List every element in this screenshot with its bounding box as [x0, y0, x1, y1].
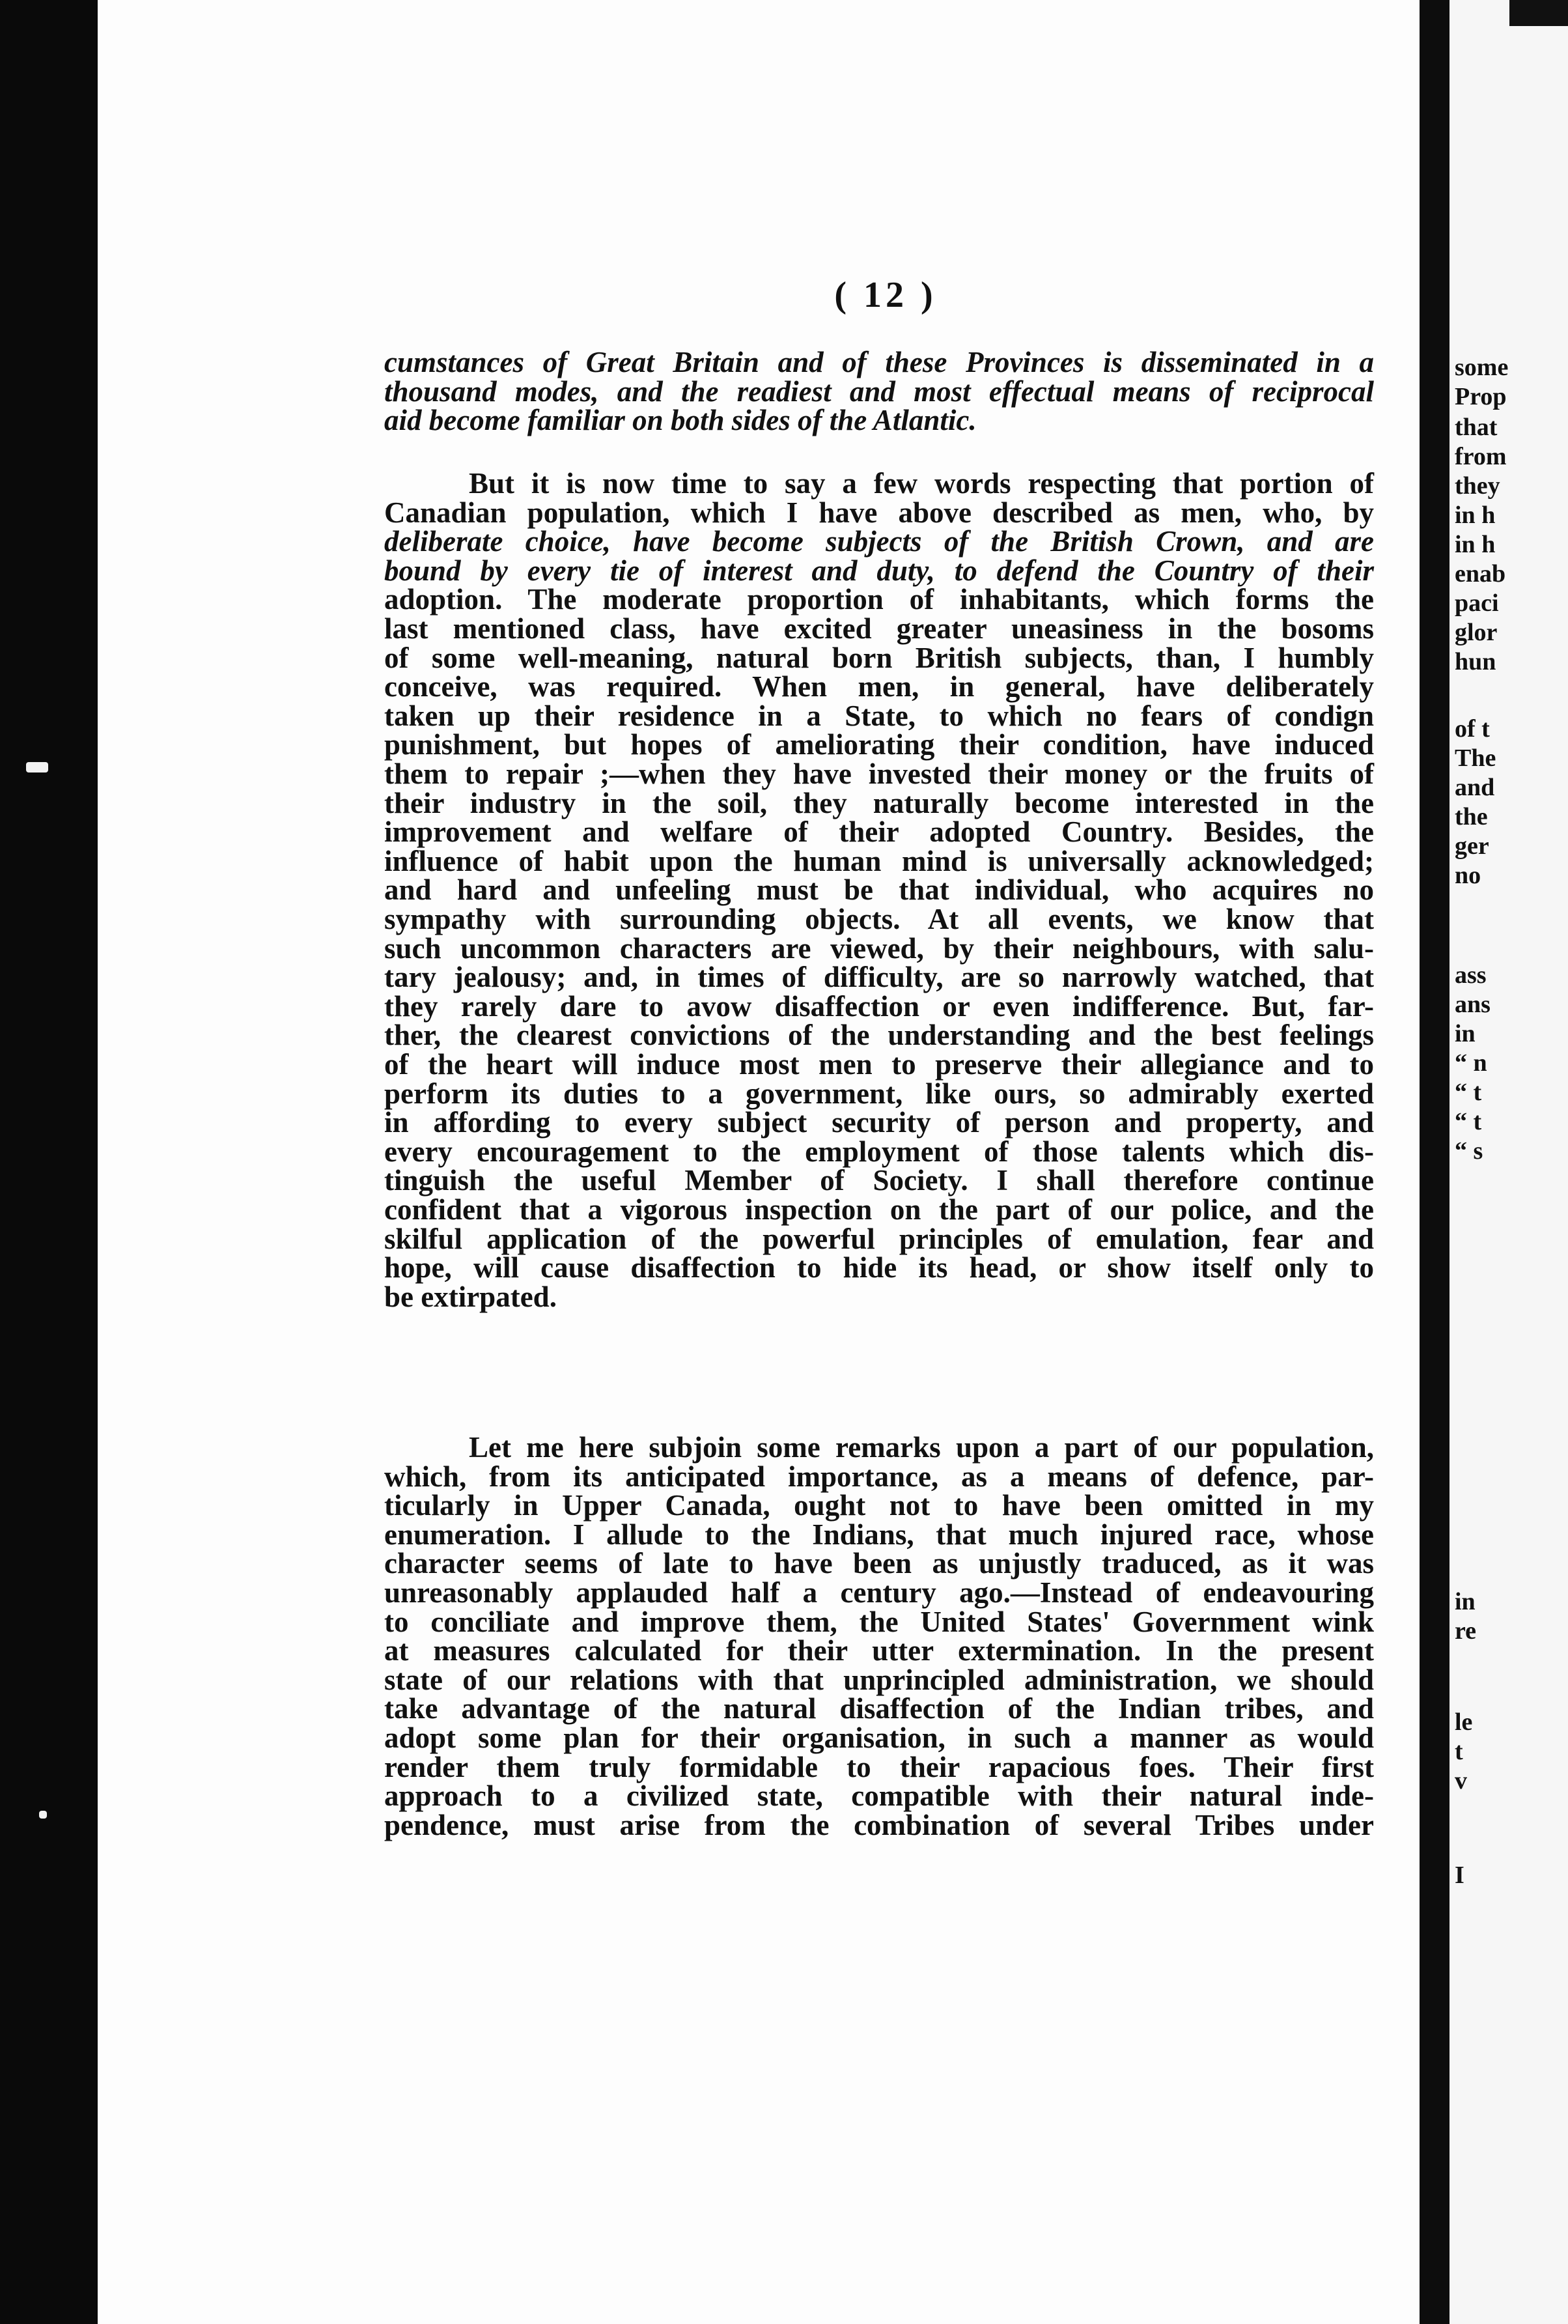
facing-page-fragment: that — [1455, 414, 1498, 441]
text-line: ther, the clearest convictions of the understanding and the best feelings — [384, 1019, 1374, 1051]
text-line: of some well-meaning, natural born British subjects, than, I humbly — [384, 642, 1374, 674]
facing-page-fragment: “ t — [1455, 1108, 1482, 1135]
facing-page-fragment: ans — [1455, 991, 1491, 1018]
text-line: approach to a civilized state, compatible with their natural inde- — [384, 1779, 1374, 1812]
text-line: thousand modes, and the readiest and most effectual means of reciprocal — [384, 375, 1374, 408]
facing-page-fragment: ger — [1455, 832, 1489, 860]
text-line: they rarely dare to avow disaffection or even indifference. But, far- — [384, 990, 1374, 1023]
facing-page-fragment: and — [1455, 774, 1495, 801]
text-line: But it is now time to say a few words respecting that portion of — [469, 467, 1374, 500]
facing-page-fragment: hun — [1455, 648, 1496, 675]
text-line: taken up their residence in a State, to which no fears of condign — [384, 700, 1374, 732]
facing-page-fragment: from — [1455, 443, 1507, 470]
facing-page-fragment: they — [1455, 472, 1500, 500]
facing-page-fragment: enab — [1455, 560, 1506, 588]
facing-page-fragment: some — [1455, 354, 1509, 381]
text-line: perform its duties to a government, like ours, so admirably exerted — [384, 1077, 1374, 1110]
text-line: enumeration. I allude to the Indians, that much injured race, whose — [384, 1518, 1374, 1551]
facing-page-fragment: “ s — [1455, 1137, 1483, 1165]
text-line: Let me here subjoin some remarks upon a part of our population, — [469, 1431, 1374, 1464]
text-line: and hard and unfeeling must be that individual, who acquires no — [384, 873, 1374, 906]
text-line: deliberate choice, have become subjects of the British Crown, and are — [384, 525, 1374, 558]
facing-page-fragment: glor — [1455, 619, 1498, 646]
text-line: aid become familiar on both sides of the Atlantic. — [384, 404, 977, 436]
text-line: punishment, but hopes of ameliorating their condition, have induced — [384, 728, 1374, 761]
text-line: be extirpated. — [384, 1281, 557, 1313]
text-line: take advantage of the natural disaffection of the Indian tribes, and — [384, 1692, 1374, 1725]
facing-page-fragment: ass — [1455, 961, 1487, 989]
text-line: improvement and welfare of their adopted Country. Besides, the — [384, 815, 1374, 848]
page-number: ( 12 ) — [834, 275, 937, 315]
facing-page-fragment: t — [1455, 1738, 1463, 1765]
facing-page-fragment: the — [1455, 803, 1488, 830]
text-line: skilful application of the powerful principles of emulation, fear and — [384, 1223, 1374, 1255]
text-line: in affording to every subject security of person and property, and — [384, 1106, 1374, 1139]
text-line: every encouragement to the employment of those talents which dis- — [384, 1135, 1374, 1168]
text-line: adopt some plan for their organisation, in such a manner as would — [384, 1722, 1374, 1754]
text-line: such uncommon characters are viewed, by their neighbours, with salu- — [384, 932, 1374, 965]
text-line: conceive, was required. When men, in general, have deliberately — [384, 670, 1374, 703]
text-line: bound by every tie of interest and duty, to defend the Country of their — [384, 554, 1374, 587]
facing-page-fragment: re — [1455, 1617, 1477, 1645]
text-line: render them truly formidable to their rapacious foes. Their first — [384, 1751, 1374, 1783]
text-line: state of our relations with that unprincipled administration, we should — [384, 1664, 1374, 1696]
facing-page-fragment: “ n — [1455, 1049, 1487, 1077]
text-line: confident that a vigorous inspection on the part of our police, and the — [384, 1193, 1374, 1226]
text-line: to conciliate and improve them, the United States' Government wink — [384, 1606, 1374, 1638]
facing-page-fragment: The — [1455, 744, 1496, 772]
text-line: Canadian population, which I have above described as men, who, by — [384, 496, 1374, 529]
facing-page-fragment: in — [1455, 1588, 1476, 1615]
facing-page-fragment: paci — [1455, 589, 1499, 617]
facing-page-fragment: le — [1455, 1708, 1473, 1736]
text-line: which, from its anticipated importance, as a means of defence, par- — [384, 1460, 1374, 1493]
text-line: tinguish the useful Member of Society. I shall therefore continue — [384, 1164, 1374, 1197]
facing-page-fragment: in h — [1455, 502, 1496, 529]
facing-page-fragment: v — [1455, 1767, 1467, 1794]
text-line: unreasonably applauded half a century ago.—Instead of endeavouring — [384, 1576, 1374, 1609]
text-line: pendence, must arise from the combination of several Tribes under — [384, 1809, 1374, 1841]
facing-page-fragment: no — [1455, 862, 1481, 889]
facing-page-fragment: “ t — [1455, 1079, 1482, 1106]
text-line: their industry in the soil, they naturally become interested in the — [384, 787, 1374, 819]
text-line: at measures calculated for their utter extermination. In the present — [384, 1634, 1374, 1667]
text-line: of the heart will induce most men to preserve their allegiance and to — [384, 1048, 1374, 1081]
text-line: ticularly in Upper Canada, ought not to have been omitted in my — [384, 1489, 1374, 1522]
facing-page-fragment: in — [1455, 1020, 1476, 1047]
facing-page-fragment: of t — [1455, 715, 1490, 743]
text-line: character seems of late to have been as unjustly traduced, as it was — [384, 1547, 1374, 1580]
text-line: cumstances of Great Britain and of these Provinces is disseminated in a — [384, 346, 1374, 378]
text-line: them to repair ;—when they have invested their money or the fruits of — [384, 758, 1374, 790]
facing-page-fragment: I — [1455, 1862, 1464, 1889]
text-line: hope, will cause disaffection to hide its head, or show itself only to — [384, 1251, 1374, 1284]
facing-page-fragment: in h — [1455, 531, 1496, 558]
text-line: last mentioned class, have excited greater uneasiness in the bosoms — [384, 612, 1374, 645]
text-line: adoption. The moderate proportion of inhabitants, which forms the — [384, 583, 1374, 616]
facing-page-fragment: Prop — [1455, 383, 1507, 410]
text-line: tary jealousy; and, in times of difficulty, are so narrowly watched, that — [384, 961, 1374, 993]
text-line: influence of habit upon the human mind is universally acknowledged; — [384, 845, 1374, 877]
text-line: sympathy with surrounding objects. At all events, we know that — [384, 903, 1374, 935]
